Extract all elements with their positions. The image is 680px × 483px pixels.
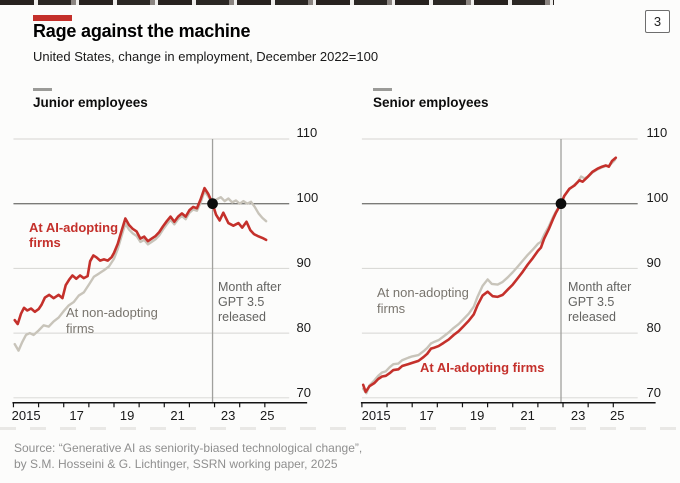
x-axis-label: 21 bbox=[170, 408, 185, 423]
series-label-line: At non-adopting bbox=[377, 285, 469, 300]
page-title: Rage against the machine bbox=[33, 21, 251, 41]
cropped-bottom-strip bbox=[0, 427, 680, 430]
x-axis-label: 17 bbox=[419, 408, 434, 423]
y-axis-label: 70 bbox=[646, 384, 661, 400]
panel-title-junior: Junior employees bbox=[33, 95, 148, 110]
series-label-line: firms bbox=[66, 321, 95, 336]
source-line: Source: “Generative AI as seniority-biased technological change”, bbox=[14, 441, 363, 455]
y-axis-label: 110 bbox=[646, 124, 668, 140]
x-axis-label: 23 bbox=[220, 408, 236, 423]
x-axis-label: 25 bbox=[260, 408, 275, 423]
series-label-line: firms bbox=[377, 301, 406, 316]
x-axis-label: 2015 bbox=[361, 408, 391, 423]
x-axis-label: 21 bbox=[520, 408, 535, 423]
x-axis-label: 19 bbox=[119, 408, 135, 423]
series-label-ai-adopting-junior bbox=[29, 220, 118, 250]
series-label-line: firms bbox=[29, 235, 61, 250]
event-annotation-line: released bbox=[568, 310, 616, 324]
y-axis-label: 70 bbox=[296, 384, 311, 400]
source-note bbox=[14, 441, 362, 472]
y-axis-label: 100 bbox=[646, 189, 669, 205]
series-line-non-adopting bbox=[363, 160, 615, 394]
event-annotation-gpt35-senior bbox=[568, 280, 631, 325]
series-label-line: At non-adopting bbox=[66, 305, 158, 320]
gpt35-release-marker-dot bbox=[207, 198, 218, 209]
y-axis-label: 90 bbox=[646, 254, 661, 270]
x-axis-label: 19 bbox=[469, 408, 485, 423]
event-annotation-line: released bbox=[218, 310, 266, 324]
event-annotation-line: GPT 3.5 bbox=[218, 295, 265, 309]
y-axis-label: 110 bbox=[296, 124, 318, 140]
y-axis-label: 90 bbox=[296, 254, 311, 270]
page-subtitle: United States, change in employment, December 2022=100 bbox=[33, 49, 379, 64]
gpt35-release-marker-dot bbox=[556, 198, 567, 209]
source-line: by S.M. Hosseini & G. Lichtinger, SSRN working paper, 2025 bbox=[14, 456, 338, 471]
series-label-non-adopting-senior bbox=[377, 285, 469, 317]
series-line-ai-adopting bbox=[363, 158, 616, 392]
event-annotation-line: GPT 3.5 bbox=[568, 295, 615, 309]
x-axis-label: 2015 bbox=[11, 408, 41, 423]
page-number-badge: 3 bbox=[645, 10, 670, 33]
x-axis-label: 25 bbox=[610, 408, 625, 423]
series-label-ai-adopting-senior bbox=[420, 360, 544, 375]
event-annotation-gpt35-junior bbox=[218, 280, 281, 325]
x-axis-label: 23 bbox=[570, 408, 586, 423]
series-label-line: At AI-adopting firms bbox=[420, 360, 545, 375]
x-axis-label: 17 bbox=[69, 408, 84, 423]
y-axis-label: 80 bbox=[296, 319, 311, 335]
series-label-non-adopting-junior bbox=[66, 305, 158, 337]
y-axis-label: 100 bbox=[296, 189, 319, 205]
y-axis-label: 80 bbox=[646, 319, 661, 335]
event-annotation-line: Month after bbox=[218, 280, 282, 294]
panel-title-senior: Senior employees bbox=[373, 95, 489, 110]
series-label-line: At AI-adopting bbox=[29, 220, 119, 235]
event-annotation-line: Month after bbox=[568, 280, 632, 294]
